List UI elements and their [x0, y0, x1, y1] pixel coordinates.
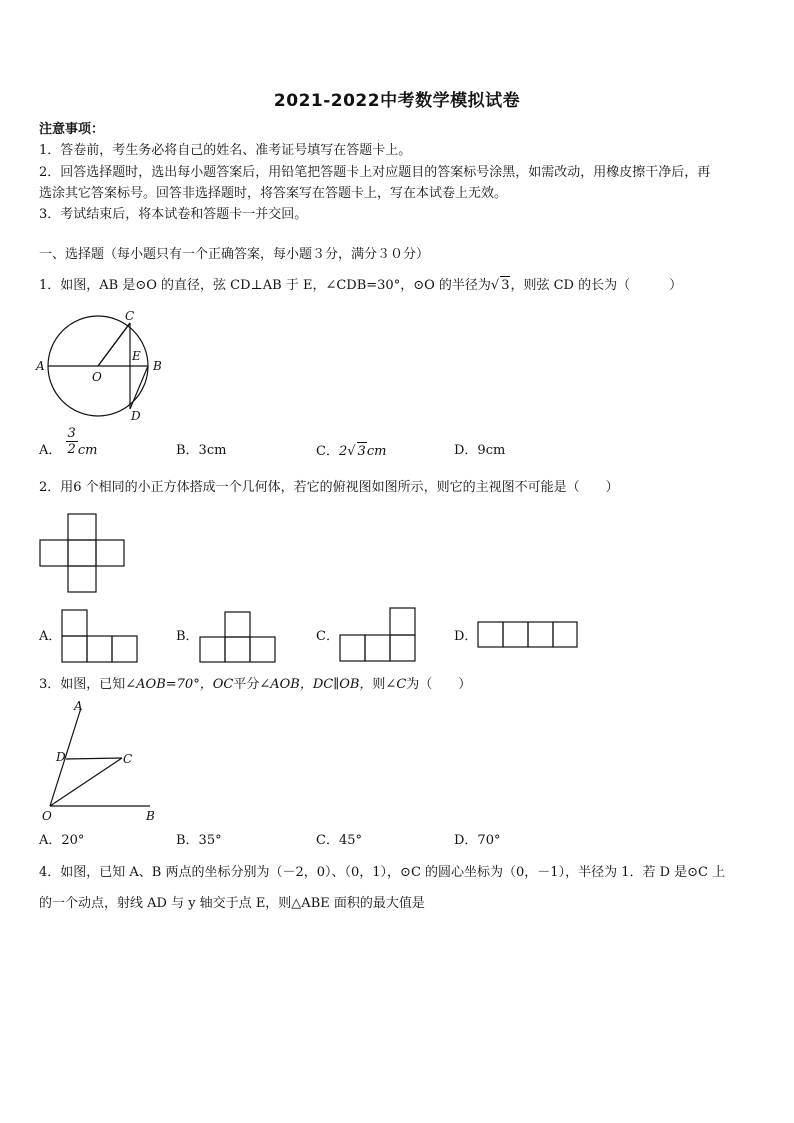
label-b: B — [153, 359, 162, 373]
notice-item-2: 2．回答选择题时，选出每小题答案后，用铅笔把答题卡上对应题目的答案标号涂黑，如需改动，用橡皮擦干净后，再 — [39, 165, 711, 180]
q1-option-a: A． $\frac{3}{2}$ cm — [39, 426, 98, 458]
fraction-3-2: $\frac{3}{2}$ — [67, 426, 76, 457]
label-o: O — [42, 809, 52, 823]
q3-angle-figure — [38, 698, 168, 826]
label-d: D — [131, 409, 141, 423]
q2-option-c-figure — [338, 606, 420, 664]
q2-option-a: A． — [39, 629, 62, 644]
label-d: D — [56, 750, 66, 764]
q2-option-d-figure — [476, 620, 580, 650]
q2-option-c: C． — [316, 629, 339, 644]
q1-option-c: C．2√ 3cm — [316, 444, 387, 459]
notice-item-3: 3．考试结束后，将本试卷和答题卡一并交回。 — [39, 207, 308, 222]
notice-item-1: 1．答卷前，考生务必将自己的姓名、准考证号填写在答题卡上。 — [39, 143, 412, 158]
q3-option-d: D．70° — [454, 833, 501, 848]
label-e: E — [132, 349, 141, 363]
q2-option-a-figure — [60, 608, 140, 664]
question-3-text: 3．如图，已知∠AOB=70°，OC平分∠AOB，DC∥OB，则∠C为（ ） — [39, 677, 472, 692]
q2-option-b: B． — [176, 629, 199, 644]
q1-circle-figure — [34, 306, 174, 426]
q1-option-d: D．9cm — [454, 443, 506, 458]
question-4-line-1: 4．如图，已知 A、B 两点的坐标分别为（－2，0）、（0，1），⊙C 的圆心坐标为（0，－1），半径为 1．若 D 是⊙C 上 — [39, 865, 726, 880]
q2-top-view-figure — [39, 511, 129, 597]
q2-option-b-figure — [198, 610, 278, 664]
sqrt-3: 3 — [501, 278, 510, 293]
question-4-line-2: 的一个动点，射线 AD 与 y 轴交于点 E，则△ABE 面积的最大值是 — [39, 896, 425, 911]
label-b: B — [146, 809, 155, 823]
q2-option-d: D． — [454, 629, 478, 644]
q3-option-b: B．35° — [176, 833, 222, 848]
label-o: O — [92, 370, 102, 384]
q1-option-b: B．3cm — [176, 443, 227, 458]
notice-item-2-cont: 选涂其它答案标号。回答非选择题时，将答案写在答题卡上，写在本试卷上无效。 — [39, 186, 508, 201]
q3-option-a: A．20° — [39, 833, 85, 848]
question-2-text: 2．用6 个相同的小正方体搭成一个几何体，若它的俯视图如图所示，则它的主视图不可能是（ ） — [39, 480, 619, 495]
label-a: A — [36, 359, 45, 373]
notice-heading: 注意事项： — [39, 122, 105, 137]
label-a: A — [74, 699, 83, 713]
q3-option-c: C．45° — [316, 833, 362, 848]
section-heading: 一、选择题（每小题只有一个正确答案，每小题３分，满分３０分） — [39, 247, 430, 262]
label-c: C — [125, 309, 135, 323]
question-1-text: 1．如图，AB 是⊙O 的直径，弦 CD⊥AB 于 E，∠CDB=30°，⊙O 的半径为√ 3，则弦 CD 的长为（ ） — [39, 278, 683, 293]
label-c: C — [123, 752, 133, 766]
page-title: 2021-2022中考数学模拟试卷 — [273, 91, 521, 111]
